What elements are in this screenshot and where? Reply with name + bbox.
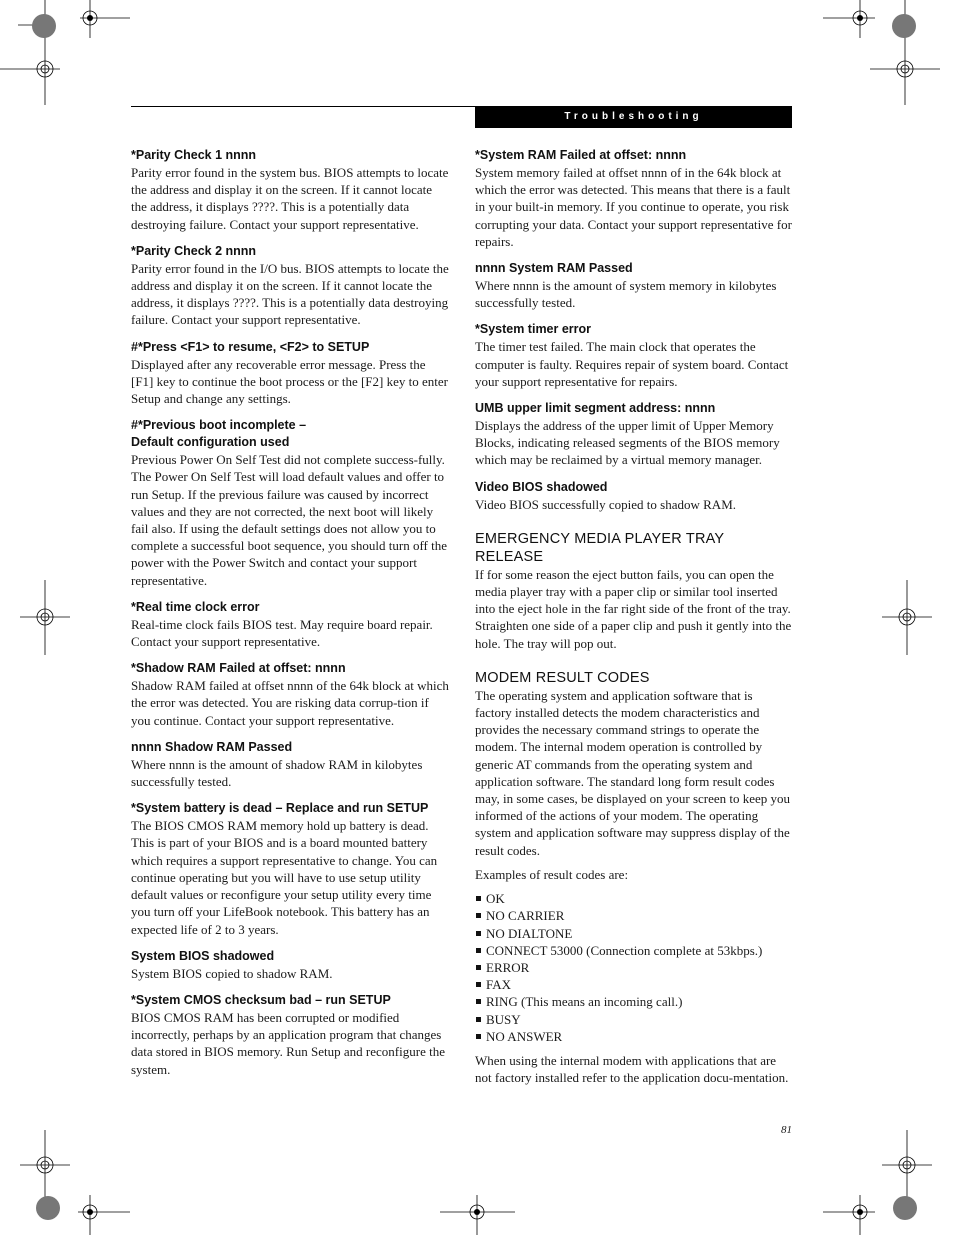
entry-title: *System CMOS checksum bad – run SETUP xyxy=(131,992,391,1007)
entry-title: *System battery is dead – Replace and run SETUP xyxy=(131,801,429,816)
error-entry xyxy=(475,321,792,390)
square-bullet-icon xyxy=(476,1034,481,1039)
entry-title: #*Press <F1> to resume, <F2> to SETUP xyxy=(131,339,370,354)
entry-body: Displays the address of the upper limit of Upper Memory Blocks, indicating released segments of the BIOS memory which may be reclaimed by a virtual memory manager. xyxy=(475,418,780,468)
entry-title: *System RAM Failed at offset: nnnn xyxy=(475,148,687,162)
error-entry xyxy=(131,992,449,1078)
error-entry xyxy=(475,147,792,250)
square-bullet-icon xyxy=(476,965,481,970)
error-entry xyxy=(131,599,449,650)
entry-body: Where nnnn is the amount of system memory in kilobytes successfully tested. xyxy=(475,278,777,311)
error-entry xyxy=(131,948,449,982)
section-header: Troubleshooting xyxy=(475,106,792,128)
list-item xyxy=(475,907,792,924)
list-item xyxy=(475,942,792,959)
entry-title: Video BIOS shadowed xyxy=(475,479,608,494)
left-column xyxy=(131,147,449,1088)
header-rule xyxy=(131,106,476,107)
square-bullet-icon xyxy=(476,913,481,918)
entry-title: *Parity Check 2 nnnn xyxy=(131,243,257,258)
entry-title: #*Previous boot incomplete – xyxy=(131,418,307,433)
entry-title: *Shadow RAM Failed at offset: nnnn xyxy=(131,661,346,676)
square-bullet-icon xyxy=(476,931,481,936)
result-code: FAX xyxy=(486,977,512,993)
square-bullet-icon xyxy=(476,1017,481,1022)
result-code: CONNECT 53000 (Connection complete at 53kbps.) xyxy=(486,942,763,958)
entry-title: UMB upper limit segment address: nnnn xyxy=(475,401,716,416)
result-code: NO CARRIER xyxy=(486,908,565,924)
modem-result-codes-section xyxy=(475,669,792,1086)
section-heading: EMERGENCY MEDIA PLAYER TRAY RELEASE xyxy=(475,530,725,565)
section-body: If for some reason the eject button fails, you can open the media player tray with a paper clip or similar tool inserted into the eject hole in the far right side of the front of the tray. Straighten one side of a paper clip and push it gently into the hole. The tray will pop out. xyxy=(475,566,792,651)
entry-body: Parity error found in the I/O bus. BIOS attempts to locate the address and display it on the screen. If it cannot locate the address, it displays ????. This is a potentially data destroying failure. Contact your support representative. xyxy=(131,260,449,328)
result-code: BUSY xyxy=(486,1011,521,1027)
square-bullet-icon xyxy=(476,999,481,1004)
list-item xyxy=(475,976,792,993)
result-code: NO ANSWER xyxy=(486,1028,563,1044)
section-closing: When using the internal modem with applications that are not factory installed refer to the application docu-mentation. xyxy=(475,1052,789,1086)
error-entry xyxy=(131,660,449,729)
entry-title: *Real time clock error xyxy=(131,599,260,614)
square-bullet-icon xyxy=(476,948,481,953)
list-item xyxy=(475,1028,792,1045)
list-item xyxy=(475,959,792,976)
error-entry xyxy=(131,339,449,408)
entry-body: Parity error found in the system bus. BIOS attempts to locate the address and display it on the screen. If it cannot locate the address, it displays ????. This is a potentially data destroying failure. Contact your support representative. xyxy=(131,165,449,232)
error-entry xyxy=(475,400,792,469)
square-bullet-icon xyxy=(476,896,481,901)
entry-body: Video BIOS successfully copied to shadow RAM. xyxy=(475,496,736,512)
list-item xyxy=(475,1011,792,1028)
section-body: The operating system and application software that is factory installed detects the modem characteristics and provides the necessary command strings to operate the modem. The internal modem operation is controlled by generic AT commands from the operating system and application software. The standard long form result codes may, in some cases, be displayed on your screen to keep you informed of the actions of your modem. The operating system and application software may suppress display of the result codes. xyxy=(475,687,791,858)
entry-body: Previous Power On Self Test did not complete success-fully. The Power On Self Test will load default values and offer to run Setup. If the previous failure was caused by incorrect values and they are not corrected, the next boot will likely fail also. If using the default settings does not allow you to complete a successful boot sequence, you should turn off the power with the Power Switch and contact your support representative. xyxy=(131,452,448,588)
entry-title: System BIOS shadowed xyxy=(131,948,275,963)
page-number: 81 xyxy=(781,1124,792,1136)
list-item xyxy=(475,890,792,907)
entry-body: Real-time clock fails BIOS test. May require board repair. Contact your support representative. xyxy=(131,616,433,650)
list-item xyxy=(475,993,792,1010)
result-code: OK xyxy=(486,891,505,907)
result-code-list xyxy=(475,890,792,1045)
result-code: RING (This means an incoming call.) xyxy=(486,994,683,1010)
square-bullet-icon xyxy=(476,982,481,987)
entry-body: The BIOS CMOS RAM memory hold up battery is dead. This is part of your BIOS and is a board mounted battery which requires a support representative to change. You can continue operating but you will have to use setup utility default values or reconfigure your setup utility every time you turn off your LifeBook notebook. This battery has an expected life of 2 to 3 years. xyxy=(131,818,438,937)
error-entry xyxy=(131,243,449,329)
entry-title: *System timer error xyxy=(475,322,592,337)
entry-title: *Parity Check 1 nnnn xyxy=(131,148,257,162)
entry-body: BIOS CMOS RAM has been corrupted or modified incorrectly, perhaps by an application program that changes data stored in BIOS memory. Run Setup and reconfigure the system. xyxy=(131,1009,445,1077)
entry-body: System memory failed at offset nnnn of in the 64k block at which the error was detected. This means that there is a fault in your built-in memory. If you continue to operate, you risk corrupting your data. Contact your support representative for repairs. xyxy=(475,165,792,249)
emergency-release-section xyxy=(475,530,792,652)
error-entry xyxy=(131,800,449,937)
result-code: NO DIALTONE xyxy=(486,925,573,941)
error-entry xyxy=(131,417,449,589)
list-item xyxy=(475,925,792,942)
section-heading: MODEM RESULT CODES xyxy=(475,669,650,686)
entry-body: System BIOS copied to shadow RAM. xyxy=(131,965,333,981)
error-entry xyxy=(475,260,792,311)
entry-body: Where nnnn is the amount of shadow RAM in kilobytes successfully tested. xyxy=(131,756,423,790)
entry-title-line2: Default configuration used xyxy=(131,435,290,450)
result-code: ERROR xyxy=(486,959,530,975)
entry-title: nnnn Shadow RAM Passed xyxy=(131,739,293,754)
error-entry xyxy=(475,479,792,513)
error-entry xyxy=(131,739,449,790)
entry-body: Shadow RAM failed at offset nnnn of the 64k block at which the error was detected. You are risking data corrup-tion if you continue. Contact your support representative. xyxy=(131,678,449,728)
right-column xyxy=(475,147,792,1096)
entry-body: Displayed after any recoverable error message. Press the [F1] key to continue the boot process or the [F2] key to enter Setup and change any settings. xyxy=(131,356,448,407)
error-entry xyxy=(131,147,449,233)
entry-title: nnnn System RAM Passed xyxy=(475,261,633,276)
examples-intro: Examples of result codes are: xyxy=(475,866,629,882)
entry-body: The timer test failed. The main clock that operates the computer is faulty. Requires repair of system board. Contact your support representative for repairs. xyxy=(475,339,789,389)
